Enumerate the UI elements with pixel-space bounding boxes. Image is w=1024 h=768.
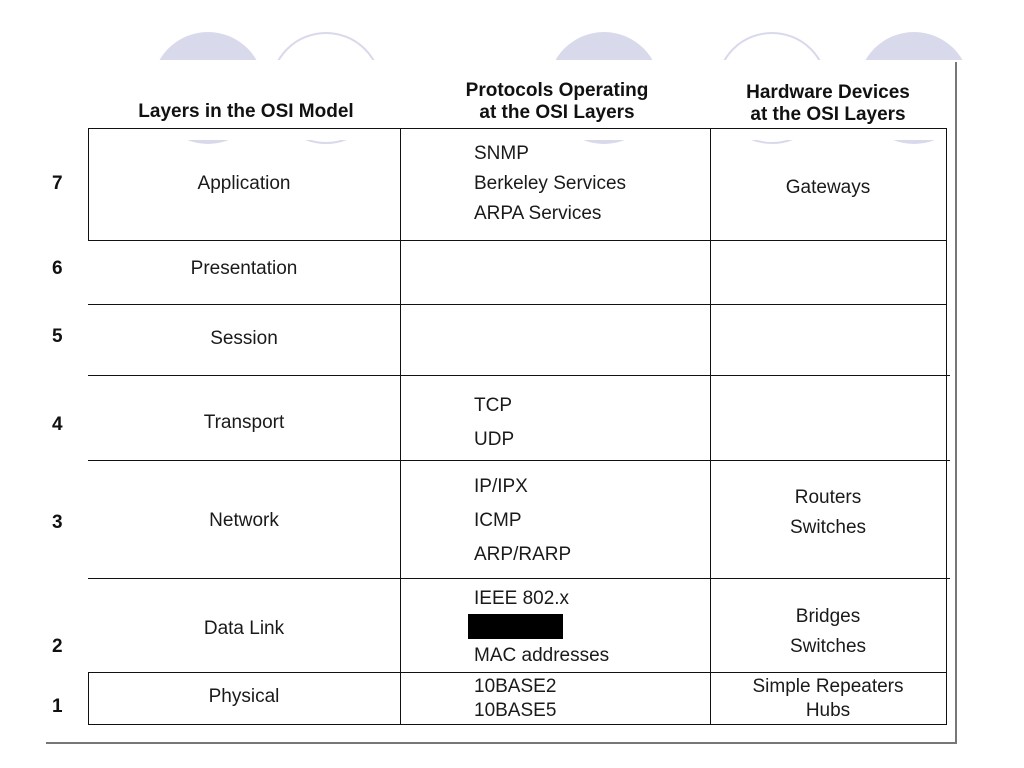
table-rule <box>88 375 950 376</box>
protocol-item: SNMP <box>474 143 529 164</box>
protocol-list <box>474 139 626 229</box>
redaction-bar <box>468 614 563 639</box>
device-item: Switches <box>789 636 867 657</box>
layer-name-network: Network <box>209 510 279 531</box>
table-rule <box>88 304 946 305</box>
layer-number: 6 <box>52 258 63 279</box>
layer-number: 3 <box>52 512 63 533</box>
header-protocols <box>404 80 710 124</box>
protocol-item: 10BASE2 <box>474 676 557 697</box>
layer-number: 5 <box>52 326 63 347</box>
frame-border-right <box>955 62 957 744</box>
header-hardware-line2: at the OSI Layers <box>750 104 906 125</box>
device-list <box>710 675 946 723</box>
protocol-list <box>474 470 571 572</box>
layer-number: 1 <box>52 696 63 717</box>
header-protocols-line1: Protocols Operating <box>465 80 649 101</box>
header-layers <box>88 101 404 123</box>
device-list <box>710 602 946 662</box>
layer-number: 7 <box>52 173 63 194</box>
table-rule <box>88 672 946 673</box>
header-layers-text: Layers in the OSI Model <box>138 101 354 122</box>
table-rule <box>88 460 950 461</box>
table-rule <box>88 240 946 241</box>
header-protocols-line2: at the OSI Layers <box>479 102 635 123</box>
layer-name-data-link: Data Link <box>203 618 285 639</box>
osi-table <box>88 128 946 725</box>
protocol-item: ARP/RARP <box>474 544 572 565</box>
layer-name-transport: Transport <box>203 412 285 433</box>
frame-border-bottom <box>46 742 957 744</box>
protocol-item: 10BASE5 <box>474 700 557 721</box>
device-item: Bridges <box>795 606 861 627</box>
device-item: Hubs <box>805 700 851 721</box>
protocol-item: ICMP <box>474 510 522 531</box>
table-rule <box>400 128 401 725</box>
table-rule <box>88 128 946 129</box>
device-item: Gateways <box>785 177 871 198</box>
device-item: Switches <box>789 517 867 538</box>
table-rule <box>88 578 950 579</box>
layer-number: 4 <box>52 414 63 435</box>
header-hardware-line1: Hardware Devices <box>746 82 910 103</box>
header-hardware <box>710 82 946 126</box>
protocol-item: Berkeley Services <box>474 173 627 194</box>
table-rule <box>88 724 946 725</box>
layer-name-physical: Physical <box>208 686 280 707</box>
protocol-list <box>474 675 556 723</box>
device-list <box>710 483 946 543</box>
protocol-item: TCP <box>474 395 512 416</box>
protocol-item: UDP <box>474 429 515 450</box>
layer-number: 2 <box>52 636 63 657</box>
table-rule <box>946 128 947 725</box>
protocol-list <box>474 389 514 457</box>
layer-name-application: Application <box>197 173 291 194</box>
protocol-item: MAC addresses <box>474 645 610 666</box>
layer-name-session: Session <box>210 328 278 349</box>
protocol-item: ARPA Services <box>474 203 602 224</box>
device-item: Routers <box>794 487 862 508</box>
layer-name-presentation: Presentation <box>190 258 298 279</box>
device-item: Simple Repeaters <box>752 676 904 697</box>
protocol-item: IP/IPX <box>474 476 528 497</box>
protocol-item: IEEE 802.x <box>474 588 570 609</box>
